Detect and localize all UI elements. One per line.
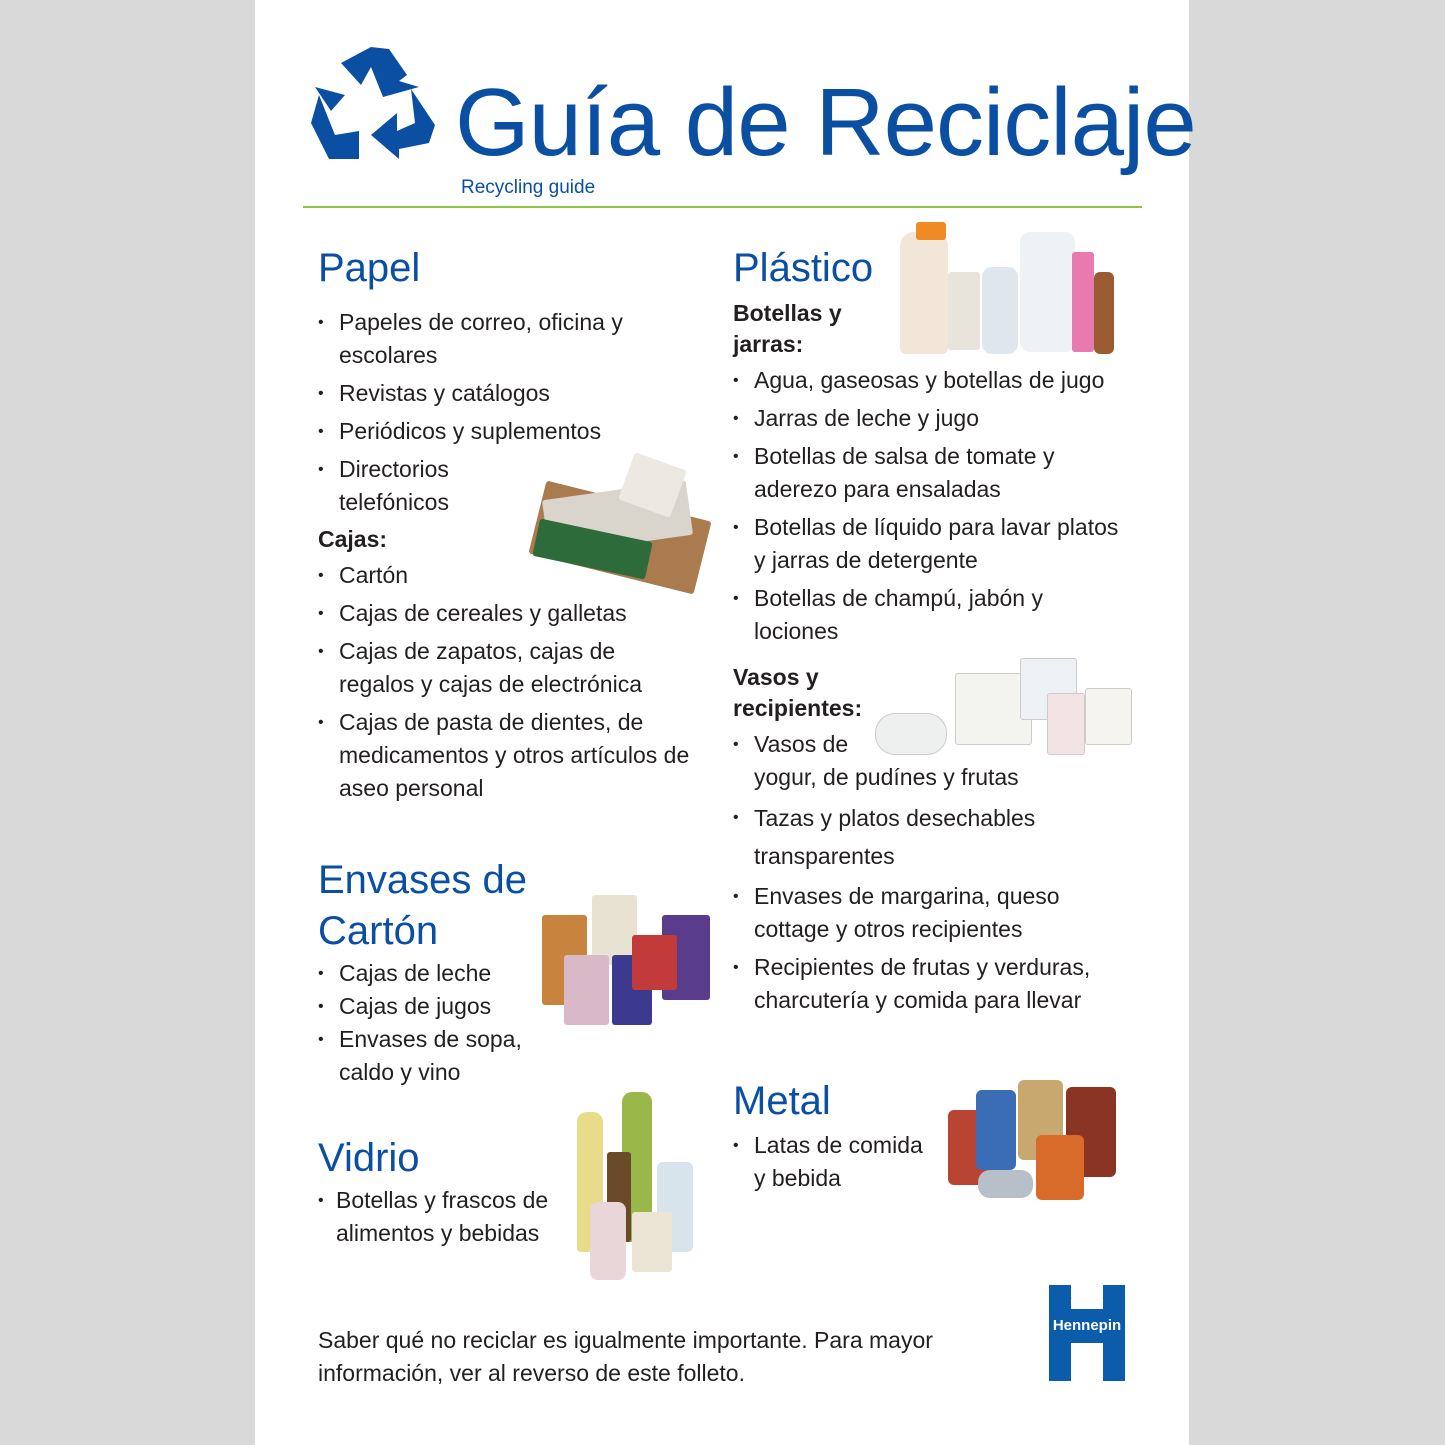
list-item: • Botellas de salsa de tomate y aderezo para ensaladas [733,440,1084,506]
section-metal [733,1076,933,1200]
plastic-containers-image [875,658,1133,758]
subgroup-label: Vasos y recipientes: [733,664,863,721]
subgroup-label: Cajas: [318,526,388,552]
list-item: • Cajas de leche [318,957,538,990]
list-item: • Cajas de cereales y galletas [318,597,708,630]
page-subtitle: Recycling guide [461,177,596,198]
section-heading: Plástico [733,246,874,290]
cartons-image [542,895,712,1030]
list-item: • Botellas de champú, jabón y lociones [733,582,1064,648]
list-item: • Recipientes de frutas y verduras, charcutería y comida para llevar [733,951,1094,1017]
logo-text: Hennepin [1052,1317,1122,1334]
list-item: • Periódicos y suplementos [318,415,708,448]
section-heading: Envases de Cartón [318,858,528,953]
list-item: • Revistas y catálogos [318,377,708,410]
page-title: Guía de Reciclaje [455,69,1196,176]
header-divider [303,206,1142,208]
paper-stack-image [530,455,712,595]
hennepin-logo [1049,1285,1125,1381]
list-item: • Envases de sopa, caldo y vino [318,1023,538,1089]
list-item: • Latas de comida y bebida [733,1129,929,1195]
plastic-bottles-image [900,222,1115,356]
list-item: • Cartón [318,559,708,592]
list-item: • Directorios telefónicos [318,453,469,519]
list-item: • Botellas y frascos de alimentos y bebidas [318,1184,558,1250]
list-item: • Papeles de correo, oficina y escolares [318,306,629,372]
subgroup-label: Botellas y jarras: [733,300,842,357]
list-item: • Jarras de leche y jugo [733,402,1133,435]
list-item: • Cajas de zapatos, cajas de regalos y cajas de electrónica [318,635,689,701]
section-vidrio [318,1133,558,1255]
list-item: • Botellas de líquido para lavar platos y jarras de detergente [733,511,1134,577]
list-item: • Cajas de jugos [318,990,538,1023]
section-heading: Metal [733,1079,831,1123]
section-heading: Papel [318,246,421,290]
list-item: • Tazas y platos desechables transparentes [733,799,1044,875]
list-item: • Envases de margarina, queso cottage y otros recipientes [733,880,1064,946]
list-item: • Agua, gaseosas y botellas de jugo [733,364,1133,397]
section-envases-carton [318,855,538,1094]
metal-cans-image [948,1075,1118,1205]
list-item: • Cajas de pasta de dientes, de medicamentos y otros artículos de aseo personal [318,706,699,805]
recycle-icon [311,45,437,167]
section-heading: Vidrio [318,1136,420,1180]
section-plastico [733,243,1133,1022]
glass-bottles-image [572,1092,697,1282]
footer-note: Saber qué no reciclar es igualmente importante. Para mayor información, ver al reverso de este folleto. [318,1327,933,1386]
list-item-text: Vasos de yogur, de pudínes y frutas [754,731,1019,790]
